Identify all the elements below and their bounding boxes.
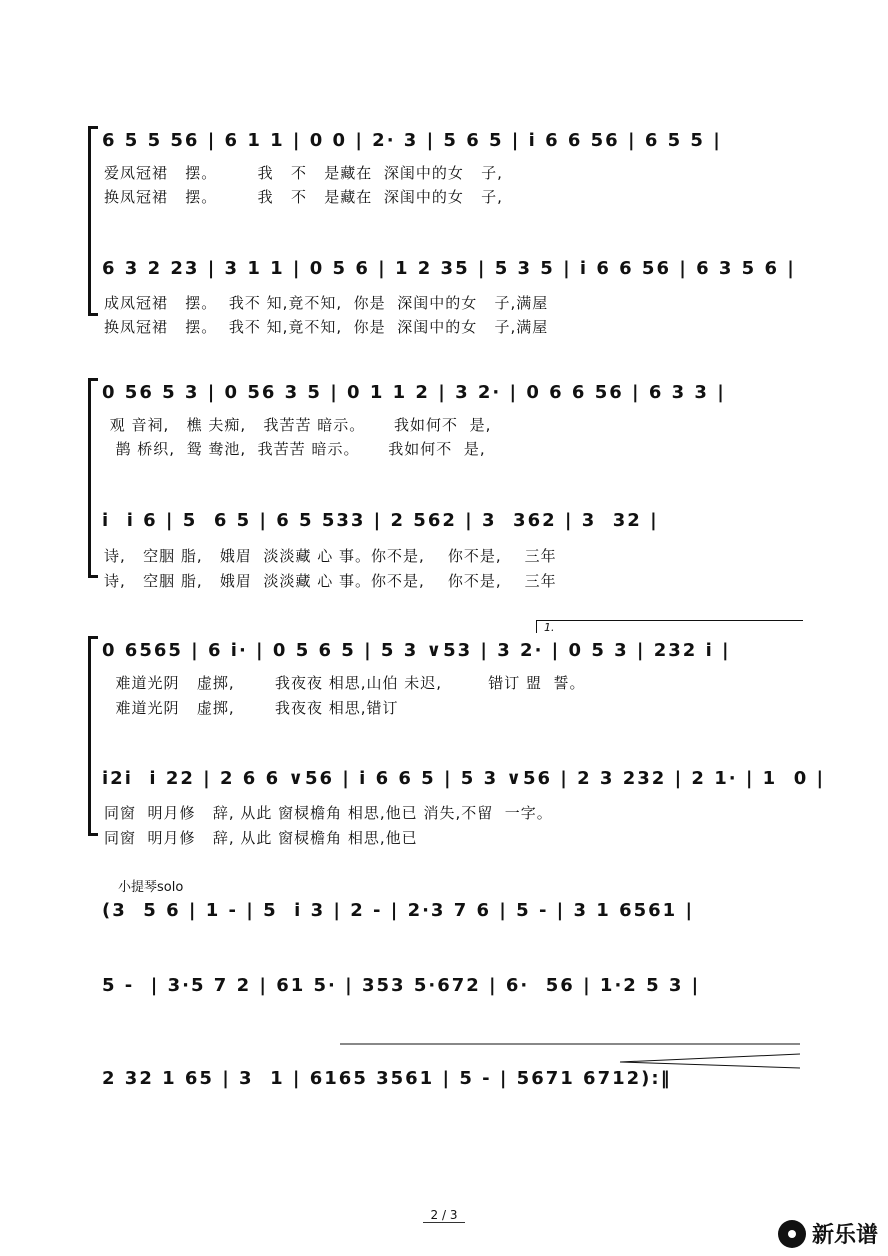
- notation-line: 0 6565 | 6 i· | 0 5 6 5 | 5 3 ∨53 | 3 2· | 0 5 3 | 232 i |: [102, 640, 731, 661]
- lyric-verse-2: 诗, 空胭 脂, 娥眉 淡淡藏 心 事。你不是, 你不是, 三年: [104, 572, 557, 590]
- notation-line: 6 5 5 56 | 6 1 1 | 0 0 | 2· 3 | 5 6 5 | i 6 6 56 | 6 5 5 |: [102, 130, 722, 151]
- brace-tip: [88, 833, 98, 836]
- watermark-text: 新乐谱: [811, 1223, 878, 1248]
- brace-tip: [88, 378, 98, 381]
- notation-line: 5 - | 3·5 7 2 | 61 5· | 353 5·672 | 6· 56 | 1·2 5 3 |: [102, 975, 701, 996]
- lyric-verse-1: 诗, 空胭 脂, 娥眉 淡淡藏 心 事。你不是, 你不是, 三年: [104, 547, 557, 565]
- notation-line: i2i i 22 | 2 6 6 ∨56 | i 6 6 5 | 5 3 ∨56 | 2 3 232 | 2 1· | 1 0 |: [102, 768, 826, 789]
- notation-line: 2 32 1 65 | 3 1 | 6165 3561 | 5 - | 5671 6712):‖: [102, 1068, 672, 1089]
- brace-group-2: [88, 378, 91, 578]
- notation-line: (3 5 6 | 1 - | 5 i 3 | 2 - | 2·3 7 6 | 5 - | 3 1 6561 |: [102, 900, 695, 921]
- lyric-verse-2: 换凤冠裙 摆。 我不 知,竟不知, 你是 深闺中的女 子,满屋: [104, 318, 549, 336]
- lyric-verse-2: 换凤冠裙 摆。 我 不 是藏在 深闺中的女 子,: [104, 188, 503, 206]
- page-number-text: 2 / 3: [423, 1208, 466, 1223]
- volta-number: 1.: [544, 621, 555, 634]
- vinyl-disc-icon: [778, 1220, 806, 1248]
- brace-tip: [88, 126, 98, 129]
- instrument-label: 小提琴solo: [118, 880, 184, 895]
- lyric-verse-2: 同窗 明月修 辞, 从此 窗棂檐角 相思,他已: [104, 829, 418, 847]
- lyric-verse-2: 难道光阴 虚掷, 我夜夜 相思,错订: [104, 699, 399, 717]
- volta-bracket: [536, 620, 803, 633]
- crescendo-hairpin: [340, 1040, 800, 1070]
- watermark-logo: [778, 1218, 878, 1249]
- page-number: [0, 1208, 888, 1222]
- brace-tip: [88, 575, 98, 578]
- notation-line: i i 6 | 5 6 5 | 6 5 533 | 2 562 | 3 362 | 3 32 |: [102, 510, 659, 531]
- lyric-verse-1: 同窗 明月修 辞, 从此 窗棂檐角 相思,他已 消失,不留 一字。: [104, 804, 553, 822]
- brace-tip: [88, 313, 98, 316]
- notation-line: 6 3 2 23 | 3 1 1 | 0 5 6 | 1 2 35 | 5 3 5 | i 6 6 56 | 6 3 5 6 |: [102, 258, 796, 279]
- lyric-verse-2: 鹊 桥织, 鸳 鸯池, 我苦苦 暗示。 我如何不 是,: [104, 440, 486, 458]
- notation-line: 0 56 5 3 | 0 56 3 5 | 0 1 1 2 | 3 2· | 0 6 6 56 | 6 3 3 |: [102, 382, 726, 403]
- brace-tip: [88, 636, 98, 639]
- brace-group-1: [88, 126, 91, 316]
- lyric-verse-1: 成凤冠裙 摆。 我不 知,竟不知, 你是 深闺中的女 子,满屋: [104, 294, 549, 312]
- lyric-verse-1: 爱凤冠裙 摆。 我 不 是藏在 深闺中的女 子,: [104, 164, 503, 182]
- lyric-verse-1: 观 音祠, 樵 夫痴, 我苦苦 暗示。 我如何不 是,: [104, 416, 492, 434]
- brace-group-3: [88, 636, 91, 836]
- lyric-verse-1: 难道光阴 虚掷, 我夜夜 相思,山伯 未迟, 错订 盟 誓。: [104, 674, 586, 692]
